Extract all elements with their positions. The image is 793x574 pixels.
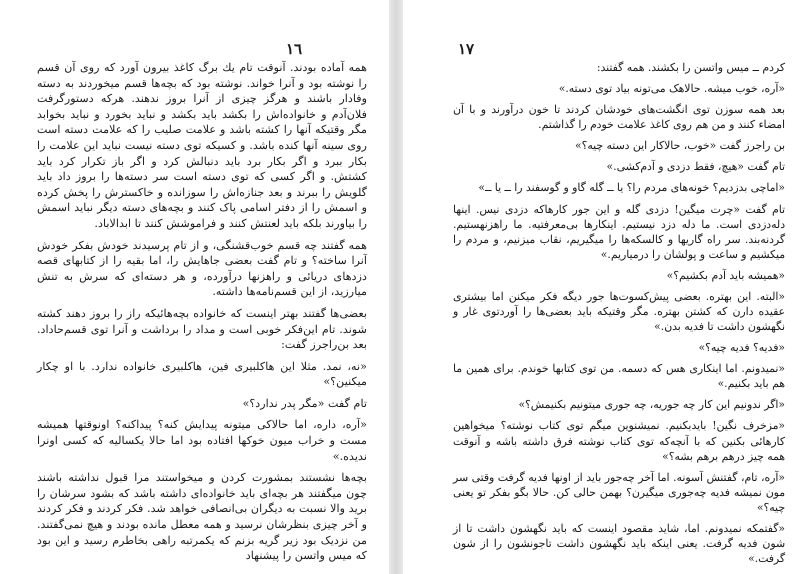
paragraph: «اگر ندونیم این کار چه جوریه، چه جوری میتونیم بکنیمش؟» <box>518 398 785 412</box>
paragraph: «اماچی بدزدیم؟ خونه‌های مردم را؟ یا ــ گله گاو و گوسفند را ــ یا ــ» <box>478 181 785 195</box>
right-page <box>403 0 793 574</box>
page-number-right: ١٧ <box>458 40 475 58</box>
paragraph: تام گفت «هیچ، فقط دزدی و آدم‌کشی.» <box>606 160 785 174</box>
paragraph: «البته. این بهتره. بعضی پیش‌کسوت‌ها جور دیگه فکر میکنن اما بیشتری عقیده دارن که کشتن بهتره. مگر وقتیکه باید بعضی‌ها را آوردتوی غار و نگهشون داشت تا فدیه بدن.» <box>453 289 785 334</box>
paragraph: بن راجرز گفت «خوب، حالاکار این دسته چیه؟» <box>575 139 785 153</box>
paragraph: «گفتمکه نمیدونم. اما، شاید مقصود اینست که باید نگهشون داشت تا از شون فدیه گرفت. یعنی اینکه باید نگهشون داشت تاجونشون را از شون گرفت.» <box>453 521 785 566</box>
paragraph: «آره، داره، اما حالاکی میتونه پیدایش کنه؟ پیداکنه؟ اونوقتها همیشه مست و خراب میون خوکها افتاده بود اما حالا یکسالیه که کسی اونرا ندیده.» <box>37 418 367 463</box>
paragraph: «فدیه؟ فدیه چیه؟» <box>698 341 785 355</box>
paragraph: بعضی‌ها گفتند بهتر اینست که خانواده بچه‌هائیکه راز را بروز دهند کشته شوند. تام این‌فکر خوبی است و مداد را برداشت و آنرا توی قسم‌حاداد. بعد بن‌راجرز گفت: <box>37 306 367 352</box>
paragraph: کردم ــ میس واتسن را بکشند. همه گفتند: <box>596 61 785 74</box>
paragraph: تام گفت «مگر پدر ندارد؟» <box>242 396 367 410</box>
right-page-body <box>453 60 785 566</box>
page-number-left: ١٦ <box>286 40 303 58</box>
book-gutter <box>389 0 403 574</box>
paragraph: تام گفت «چرت میگین! دزدی گله و این جور کارهاکه دزدی نیس. اینها دله‌دزدی است. ما دله دزد نیستیم. اینکارها بی‌معرفتیه. ما راهزنهستیم. گردنه‌بند. سر راه گاریها و کالسکه‌ها را میگیریم، نقاب میزنیم، و مردم را میکشیم و ساعت و پولشان را درمیاریم.» <box>453 202 785 261</box>
paragraph: «آره، خوب میشه. حالاهک می‌تونه بیاد توی دسته.» <box>558 82 785 96</box>
paragraph: همه آماده بودند. آنوقت تام یك برگ کاغذ بیرون آورد که روی آن قسم را نوشته بود و آنرا خواند. نوشته بود که بچه‌ها قسم میخوردند به دسته وفادار باشند و هرگز چیزی از آنرا بروز ندهند. هرکه دستورگرفت فلان‌آدم و خانواده‌اش را بکشد باید بکشد و نباید بخورد و نباید بخوابد مگر وقتیکه آنها را کشته باشد و علامت صلیب را که علامت دسته است روی سینه آنها کنده باشد. و کسیکه توی دسته نیست نباید این علامت را بکار ببرد و اگر بکار برد باید دنبالش کرد و اگر باز تکرار کرد باید کشتش. و اگر کسی که توی دسته است سر دسته‌ها را بروز داد باید گلویش را ببرند و بعد جنازه‌اش را سوزانده و خاکسترش را پخش کرده و اسمش را از دفتر اسامی پاک کنند و بچه‌های دسته دیگر نباید اسمش را بیاورند بلکه باید لعنتش کنند و فراموشش کنند تا ابدالاباد. <box>37 61 367 230</box>
left-page <box>0 0 389 574</box>
paragraph: «مزخرف نگین! بایدبکنیم. نمیشنوین میگم توی کتاب نوشته؟ میخواهین کارهائی بکنین که با آنچه‌که توی کتاب نوشته فرق داشته باشه و آنوقت همه چیز درهم برهم بشه؟» <box>453 419 785 463</box>
paragraph: «نمیدونم. اما اینکاری هس که دسمه. من توی کتابها خوندم. برای همین ما هم باید بکنیم.» <box>453 362 785 391</box>
left-page-body <box>37 60 367 564</box>
paragraph: همه گفتند چه قسم خوب‌قشنگی، و از تام پرسیدند خودش بفکر خودش آنرا ساخته؟ و تام گفت بعضی جاهایش را، اما بقیه را از کتابهای قصه دزدهای دریائی و راهزنها درآورده، و هر دسته‌ای که سرش به تنش میارزید، از این قسم‌نامه‌ها داشته. <box>37 238 367 299</box>
paragraph: «نه، نمد. مثلا این هاکلبیری فین، هاکلبیری خانواده ندارد. با او چکار میکنین؟» <box>37 359 367 389</box>
paragraph: بعد همه سوزن توی انگشت‌های خودشان کردند تا خون درآورند و با آن امضاء کنند و من هم روی کاغذ علامت خودم را گذاشتم. <box>453 103 785 132</box>
paragraph: «آره، تام، گفتنش آسونه. اما آخر چه‌جور باید از اونها فدیه گرفت وقتی سر مون نمیشه فدیه چه‌جوری میگیرن؟ بهمن حالی کن. حالا بگو بفکر تو یعنی چیه؟» <box>453 470 785 514</box>
paragraph: بچه‌ها نشستند بمشورت کردن و میخواستند مرا قبول نداشته باشند چون میگفتند هر بچه‌ای باید خانواده‌ای داشته باشد که بشود سرشان را برید والا نسبت به دیگران بی‌انصافی خواهد شد. فکر کردند و فکر کردند و آخر چیزی بنظرشان نرسید و همه معطل مانده بودند و هیچ نمی‌گفتند. من نزدیک بود زیر گریه بزنم که یکمرتبه راهی بخاطرم رسید و این بود که میس واتسن را پیشنهاد <box>37 471 367 563</box>
paragraph: «همیشه باید آدم بکشیم؟» <box>666 268 785 282</box>
